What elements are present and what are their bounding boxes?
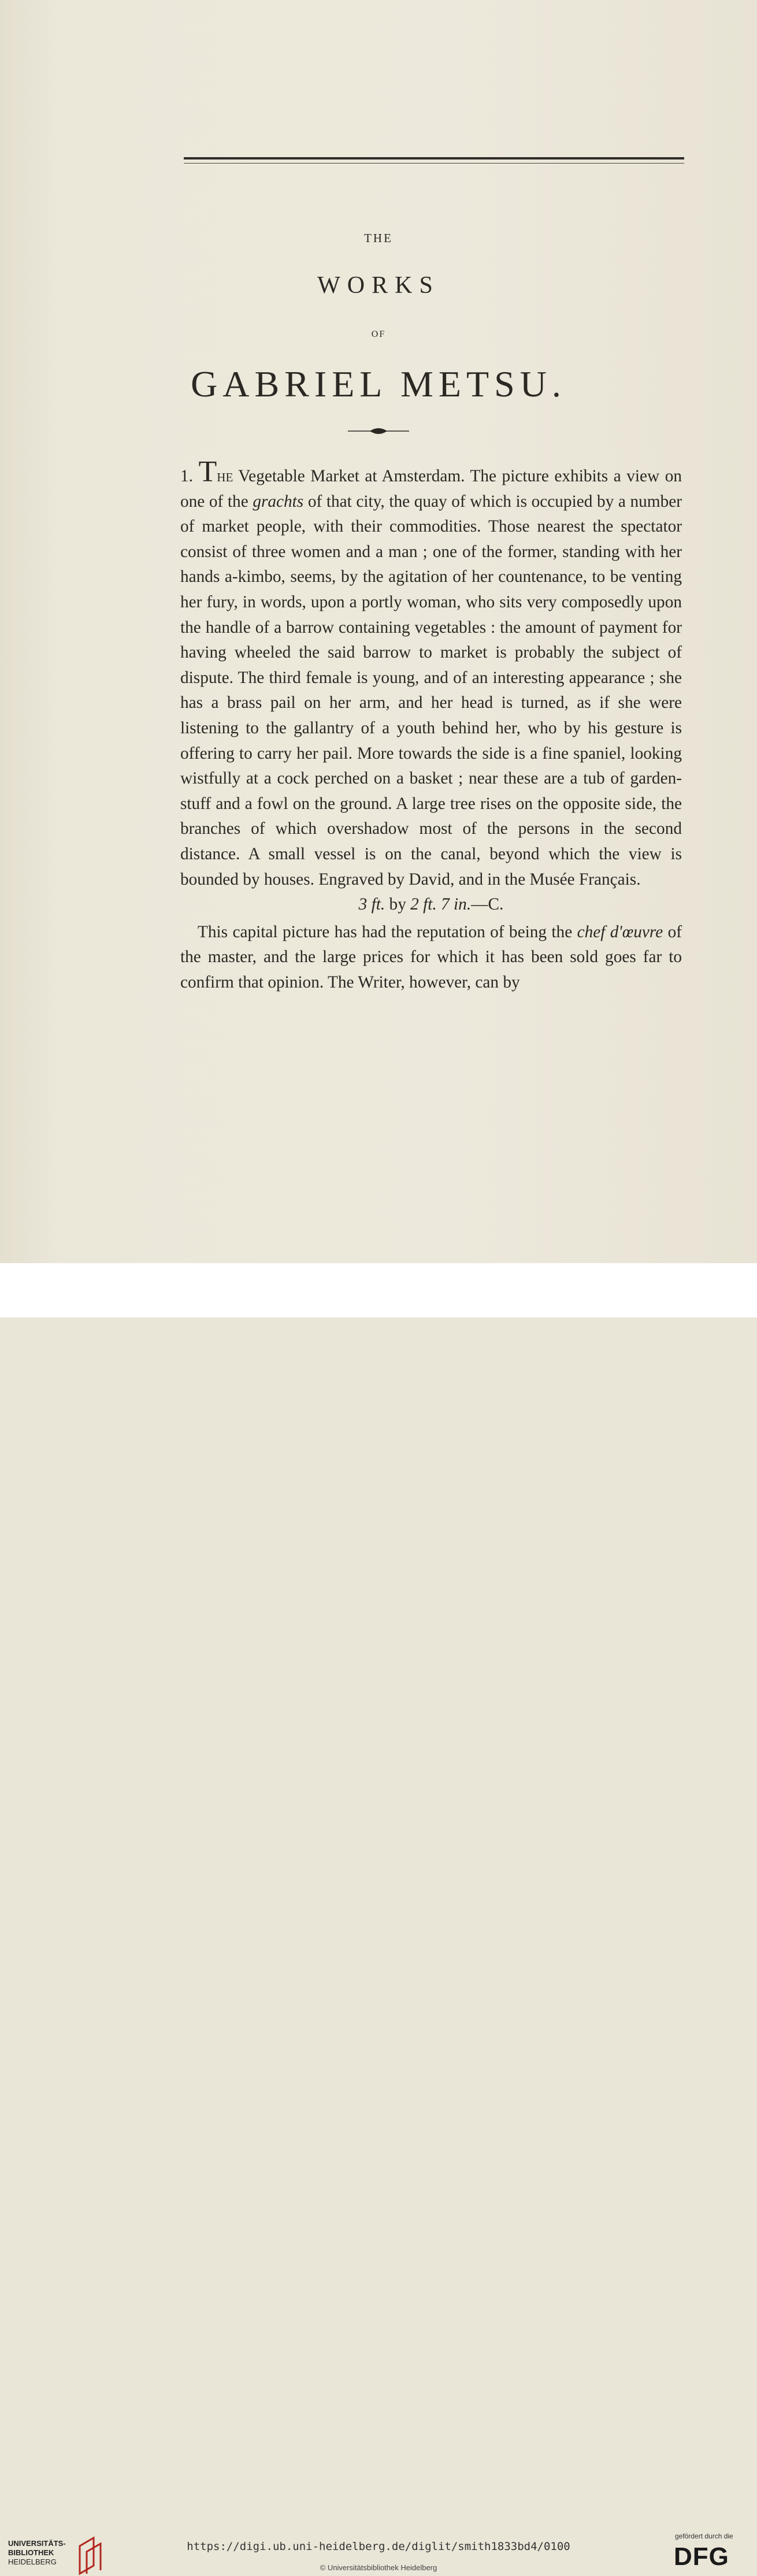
dimension-by: by — [385, 895, 411, 914]
page-url-link[interactable]: https://digi.ub.uni-heidelberg.de/diglit/smith1833bd4/0100 — [187, 2540, 570, 2553]
library-line-2: BIBLIOTHEK — [8, 2548, 54, 2557]
dfg-logo: DFG — [674, 2542, 729, 2571]
entry-text-part-2: of that city, the quay of which is occupied by a number of market people, with their commodities. Those nearest the spectator consist of three women and a man ; one of the former, standing with her hands a-kimbo, seems, by the agitation of her countenance, to be venting her fury, in words, upon a portly woman, who sits very composedly upon the handle of a barrow containing vegetables : the amount of payment for having wheeled the said barrow to market is probably the subject of dispute. The third female is young, and of an interesting appearance ; she has a brass pail on her arm, and her head is turned, as if she were listening to the gallantry of a youth behind her, who by his gesture is offering to carry her pail. More towards the side is a fine spaniel, looking wistfully at a cock perched on a basket ; near these are a tub of garden-stuff and a fowl on the ground. A large tree rises on the opposite side, the branches of which overshadow most of the persons in the second distance. A small vessel is on the canal, beyond which the view is bounded by houses. Engraved by David, and in the Musée Français. — [180, 492, 682, 889]
dimension-height: 3 ft. — [358, 895, 385, 914]
para2-text-part-2: of the master, and the large prices for which it has been sold goes far to confirm that opinion. The Writer, however, can by — [180, 922, 682, 992]
ornament-divider-icon — [347, 424, 410, 438]
small-caps-text: he — [217, 467, 233, 485]
title-of: OF — [371, 329, 386, 339]
drop-cap: T — [198, 455, 217, 488]
scanned-page — [0, 0, 757, 1263]
entry-italic-grachts: grachts — [253, 492, 304, 511]
library-line-1: UNIVERSITÄTS- — [8, 2539, 66, 2548]
entry-text-part-1: Vegetable Market at Amsterdam. The picture exhibits a view on one of the — [180, 467, 682, 511]
viewer-footer — [0, 1263, 757, 2572]
header-rule-thin — [184, 163, 684, 164]
second-paragraph — [180, 920, 682, 996]
copyright-text: © Universitätsbibliothek Heidelberg — [320, 2563, 437, 2572]
entry-paragraph — [180, 455, 682, 892]
entry-text — [180, 455, 682, 995]
library-line-3: HEIDELBERG — [8, 2558, 57, 2566]
painting-dimensions — [180, 892, 682, 918]
para2-text-part-1: This capital picture has had the reputation of being the — [198, 922, 577, 941]
entry-number: 1. — [180, 467, 193, 485]
title-works: WORKS — [317, 272, 440, 299]
title-artist-name: GABRIEL METSU. — [191, 363, 566, 404]
header-rule-thick — [184, 157, 684, 159]
title-the: THE — [364, 231, 393, 245]
dimension-width: 2 ft. 7 in. — [410, 895, 472, 914]
dimension-suffix: —C. — [471, 895, 504, 914]
para2-italic-chef-doeuvre: chef d'œuvre — [577, 922, 663, 941]
funded-by-text: gefördert durch die — [675, 2532, 733, 2540]
